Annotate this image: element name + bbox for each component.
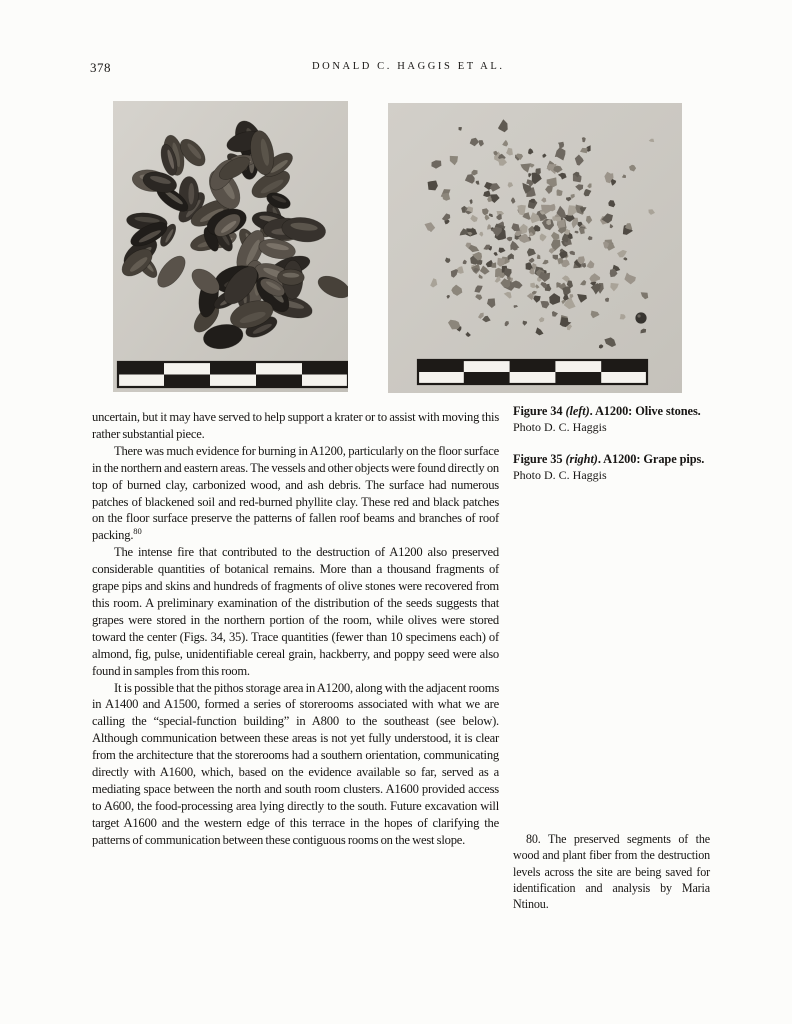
figure-35-title: . A1200: Grape pips. <box>597 452 705 467</box>
paragraph-storerooms: It is possible that the pithos storage area in A1200, along with the adjacent rooms in A1400 and A1500, formed a series of storerooms associated with what we are calling the “special-function building” in A800 to the southeast (see below). Although communication between these areas is not yet fully understood, it is clear from the architecture that the storerooms had a southern orientation, communicating directly with A1600, which, based on the evidence available so far, served as a mediating space between the north and south room clusters. A1600 provided access to A600, the food-processing area lying directly to the south. Future excavation will target A1600 and the western edge of this terrace in the hopes of clarifying the patterns of communication between these contiguous rooms on the west slope. <box>92 680 499 847</box>
figure-captions-column <box>513 404 715 500</box>
footnote-80 <box>513 831 710 912</box>
figure-35-photo-grape-pips <box>388 103 682 393</box>
paragraph-burning <box>92 443 499 544</box>
figure-35-label: Figure 35 <box>513 452 563 467</box>
footnote-text: 80. The preserved segments of the wood and plant fiber from the destruction levels across the site are being saved for identification and analysis by Maria Ntinou. <box>513 832 710 912</box>
page-number: 378 <box>90 60 111 75</box>
olive-stones-image <box>113 101 348 392</box>
figure-34-caption-line <box>513 404 715 420</box>
footnote-reference-80: 80 <box>133 526 142 537</box>
paragraph-continuation: uncertain, but it may have served to help support a krater or to assist with moving this rather substantial piece. <box>92 410 499 441</box>
figure-34-photo-olive-stones <box>113 101 348 392</box>
figure-35-caption <box>513 452 715 483</box>
figure-34-title: . A1200: Olive stones. <box>589 404 701 418</box>
figure-35-credit: Photo D. C. Haggis <box>513 467 607 482</box>
figure-34-caption <box>513 404 715 435</box>
figure-34-label: Figure 34 <box>513 404 563 418</box>
figure-34-placement: (left) <box>565 404 590 418</box>
figure-34-credit: Photo D. C. Haggis <box>513 419 607 434</box>
grape-pips-image <box>388 103 682 393</box>
figure-35-caption-line <box>513 452 715 468</box>
figure-35-placement: (right) <box>565 452 598 467</box>
running-head: DONALD C. HAGGIS ET AL. <box>312 61 505 72</box>
paragraph-botanical: The intense fire that contributed to the destruction of A1200 also preserved considerable quantities of botanical remains. More than a thousand fragments of grape pips and skins and hundreds of fragments of olive stones were recovered from this room. A preliminary examination of the distribution of the seeds suggests that grapes were stored in the northern portion of the room, while olives were stored toward the center (Figs. 34, 35). Trace quantities (fewer than 10 specimens each) of almond, fig, pulse, unidentifiable cereal grain, hackberry, and poppy seed were also found in samples from this room. <box>92 545 499 678</box>
body-text-column <box>92 409 499 849</box>
paragraph-text: There was much evidence for burning in A1200, particularly on the floor surface in the northern and eastern areas. The vessels and other objects were found directly on top of burned clay, carbonized wood, and ash debris. The surface had numerous patches of blackened soil and red-burned phyllite clay. These red and black patches on the floor surface preserve the patterns of fallen roof beams and branches of roof packing. <box>92 443 499 543</box>
